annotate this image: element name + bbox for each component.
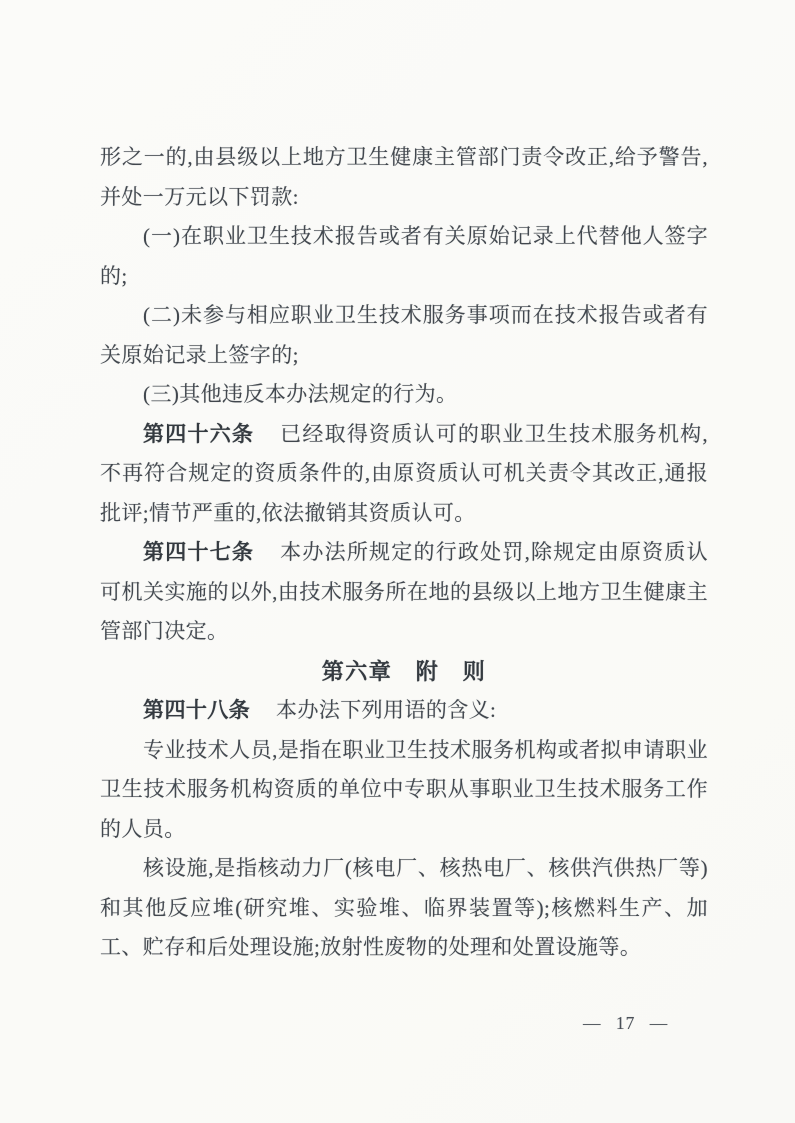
list-item-1: (一)在职业卫生技术报告或者有关原始记录上代替他人签字的; [100, 224, 708, 288]
article-48-paragraph [100, 691, 708, 731]
list-item-2: (二)未参与相应职业卫生技术服务事项而在技术报告或者有关原始记录上签字的; [100, 303, 708, 367]
definition-professional-personnel: 专业技术人员,是指在职业卫生技术服务机构或者拟申请职业卫生技术服务机构资质的单位中专职从事职业卫生技术服务工作的人员。 [100, 737, 708, 841]
document-text-block [100, 138, 708, 968]
article-46-number: 第四十六条 [143, 421, 255, 446]
article-47-paragraph [100, 533, 708, 652]
page-number: — 17 — [583, 1013, 669, 1033]
paragraph-continuation: 形之一的,由县级以上地方卫生健康主管部门责令改正,给予警告,并处一万元以下罚款: [100, 145, 708, 209]
article-46-text: 已经取得资质认可的职业卫生技术服务机构,不再符合规定的资质条件的,由原资质认可机关责令其改正,通报批评;情节严重的,依法撤销其资质认可。 [100, 421, 709, 525]
chapter-6-heading: 第六章 附 则 [321, 658, 487, 684]
definition-nuclear-facilities: 核设施,是指核动力厂(核电厂、核热电厂、核供汽供热厂等)和其他反应堆(研究堆、实验堆、临界装置等);核燃料生产、加工、贮存和后处理设施;放射性废物的处理和处置设施等。 [100, 856, 708, 959]
list-item-3: (三)其他违反本办法规定的行为。 [143, 382, 458, 406]
article-47-number: 第四十七条 [143, 540, 255, 564]
article-48-number: 第四十八条 [143, 698, 251, 722]
article-46-paragraph [100, 415, 708, 534]
article-47-text: 本办法所规定的行政处罚,除规定由原资质认可机关实施的以外,由技术服务所在地的县级以上地方卫生健康主管部门决定。 [100, 540, 709, 643]
article-48-text: 本办法下列用语的含义: [276, 698, 497, 722]
